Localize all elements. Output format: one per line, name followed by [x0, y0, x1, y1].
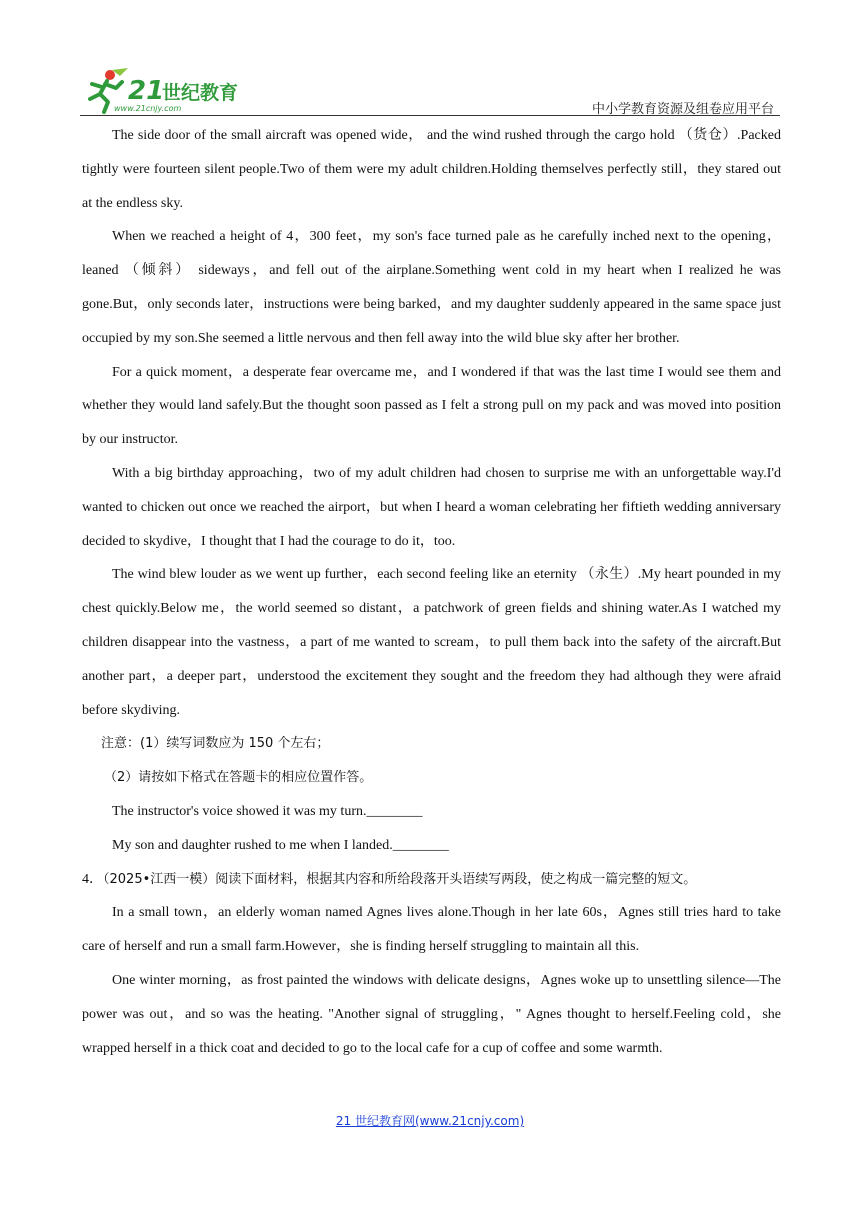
platform-title: 中小学教育资源及组卷应用平台	[591, 102, 774, 117]
question-source: （2025•江西一模）	[103, 871, 216, 887]
continuation-start-1: The instructor's voice showed it was my turn.________	[112, 803, 423, 819]
passage-paragraph: With a big birthday approaching，two of my adult children had chosen to surprise me with an unforgettable way.I'd wanted to chicken out once we reached the airport，but when I heard a woman celebrating her fiftieth wedding anniversary decided to skydive，I thought that I had the courage to do it，too.	[82, 465, 781, 549]
svg-text:www.21cnjy.com: www.21cnjy.com	[114, 104, 182, 113]
question-number: 4．	[82, 871, 103, 887]
footer-link[interactable]: 21 世纪教育网(www.21cnjy.com)	[335, 1114, 525, 1128]
page-footer	[0, 1112, 860, 1129]
passage-paragraph: The wind blew louder as we went up further，each second feeling like an eternity （永生）.My heart pounded in my chest quickly.Below me，the world seemed so distant，a patchwork of green fields and shining water.As I watched my children disappear into the vastness，a part of me wanted to scream，to pull them back into the safety of the aircraft.But another part，a deeper part，understood the excitement they sought and the freedom they had although they were afraid before skydiving.	[82, 567, 781, 718]
question-4-paragraph: One winter morning，as frost painted the windows with delicate designs，Agnes woke up to unsettling silence—The power was out，and so was the heating. "Another signal of struggling，" Agnes thought to herself.Feeling cold，she wrapped herself in a thick coat and decided to go to the local cafe for a cup of coffee and some warmth.	[82, 972, 781, 1056]
note-word-count: 注意：(1）续写词数应为 150 个左右；	[101, 736, 330, 752]
svg-text:世纪教育: 世纪教育	[162, 82, 239, 104]
question-4-heading	[82, 863, 781, 897]
passage-paragraph: For a quick moment，a desperate fear overcame me，and I wondered if that was the last time I would see them and whether they would land safely.But the thought soon passed as I felt a strong pull on my pack and was moved into position by our instructor.	[82, 364, 781, 448]
page-header	[80, 66, 780, 116]
svg-text:21: 21	[128, 76, 165, 106]
site-logo	[80, 66, 255, 116]
document-body	[82, 119, 781, 1065]
passage-paragraph: The side door of the small aircraft was opened wide， and the wind rushed through the cargo hold （货仓）.Packed tightly were fourteen silent people.Two of them were my adult children.Holding themselves perfectly still，they stared out at the endless sky.	[82, 128, 781, 211]
header-divider	[80, 115, 780, 116]
note-format: （2）请按如下格式在答题卡的相应位置作答。	[104, 770, 373, 786]
continuation-start-2: My son and daughter rushed to me when I landed.________	[112, 837, 449, 853]
question-4-paragraph: In a small town，an elderly woman named Agnes lives alone.Though in her late 60s，Agnes still tries hard to take care of herself and run a small farm.However，she is finding herself struggling to maintain all this.	[82, 905, 781, 955]
question-instruction: 阅读下面材料，根据其内容和所给段落开头语续写两段，使之构成一篇完整的短文。	[215, 871, 697, 887]
passage-paragraph: When we reached a height of 4，300 feet，my son's face turned pale as he carefully inched next to the opening，leaned （倾斜） sideways，and fell out of the airplane.Something went cold in my heart when I realized he was gone.But，only seconds later，instructions were being barked，and my daughter suddenly appeared in the same space just occupied by my son.She seemed a little nervous and then fell away into the wild blue sky after her brother.	[82, 229, 781, 346]
